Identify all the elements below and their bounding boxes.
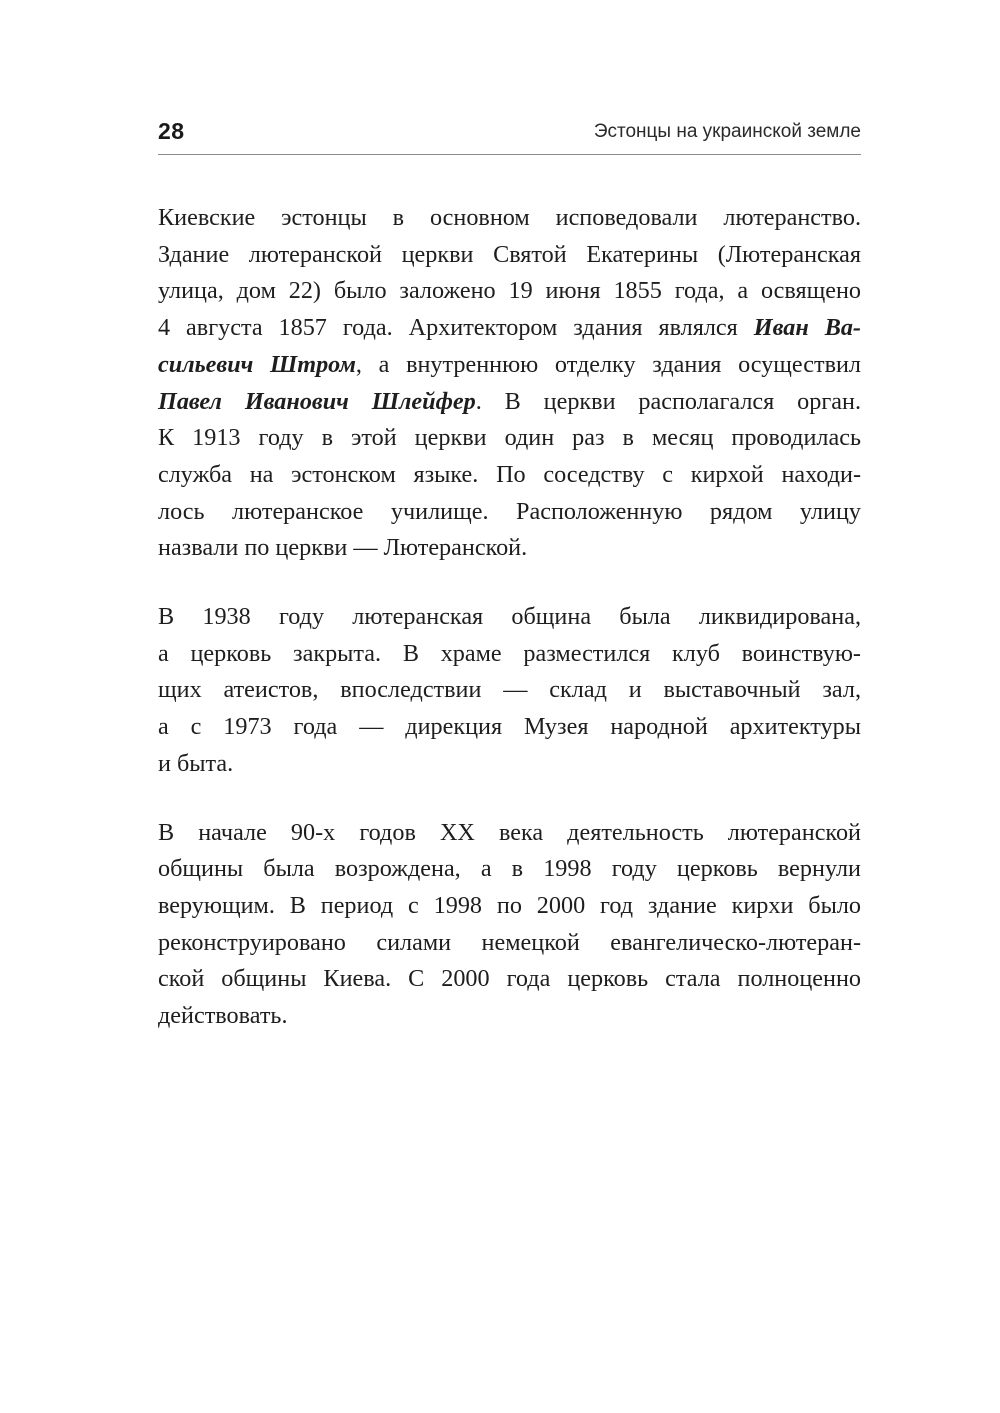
person-name-emphasis: сильевич Штром [158,350,356,378]
text-line: Здание лютеранской церкви Святой Екатерины (Лютеранская [158,240,861,268]
text-line: улица, дом 22) было заложено 19 июня 1855 года, а освящено [158,277,861,305]
page-number: 28 [158,118,185,144]
text-line: щих атеистов, впоследствии — склад и выставочный зал, [158,676,861,704]
text-line: действовать. [158,1002,288,1030]
text-line: служба на эстонском языке. По соседству с кирхой находи- [158,460,861,488]
body-text [158,200,861,1067]
paragraph-1 [158,200,861,567]
text-line: общины была возрождена, а в 1998 году церковь вернули [158,855,861,883]
running-title: Эстонцы на украинской земле [593,121,861,142]
text-line: верующим. В период с 1998 по 2000 год здание кирхи было [158,891,861,919]
person-name-emphasis: Иван Ва- [753,314,861,342]
text-line: а церковь закрыта. В храме разместился клуб воинствую- [158,639,861,667]
text-line: К 1913 году в этой церкви один раз в месяц проводилась [158,424,861,452]
text-line: а с 1973 года — дирекция Музея народной архитектуры [158,713,861,741]
text-line: лось лютеранское училище. Расположенную рядом улицу [158,497,861,525]
text-run: , а внутреннюю отделку здания осуществил [355,350,862,378]
text-line [158,384,861,421]
text-line: В 1938 году лютеранская община была ликвидирована, [158,603,861,631]
text-run: . В церкви располагался орган. [475,387,862,415]
text-line: ской общины Киева. С 2000 года церковь стала полноценно [158,965,861,993]
paragraph-2 [158,599,861,783]
text-line: и быта. [158,749,234,777]
text-line [158,347,861,384]
text-run: 4 августа 1857 года. Архитектором здания являлся [158,314,754,342]
person-name-emphasis: Павел Иванович Шлейфер [158,387,476,415]
text-line [158,310,861,347]
running-header [158,114,861,155]
text-line: В начале 90-х годов XX века деятельность лютеранской [158,818,861,846]
paragraph-3 [158,815,861,1035]
text-line: Киевские эстонцы в основном исповедовали лютеранство. [158,204,861,231]
text-line: назвали по церкви — Лютеранской. [158,534,528,562]
text-line: реконструировано силами немецкой евангелическо-лютеран- [158,928,861,956]
